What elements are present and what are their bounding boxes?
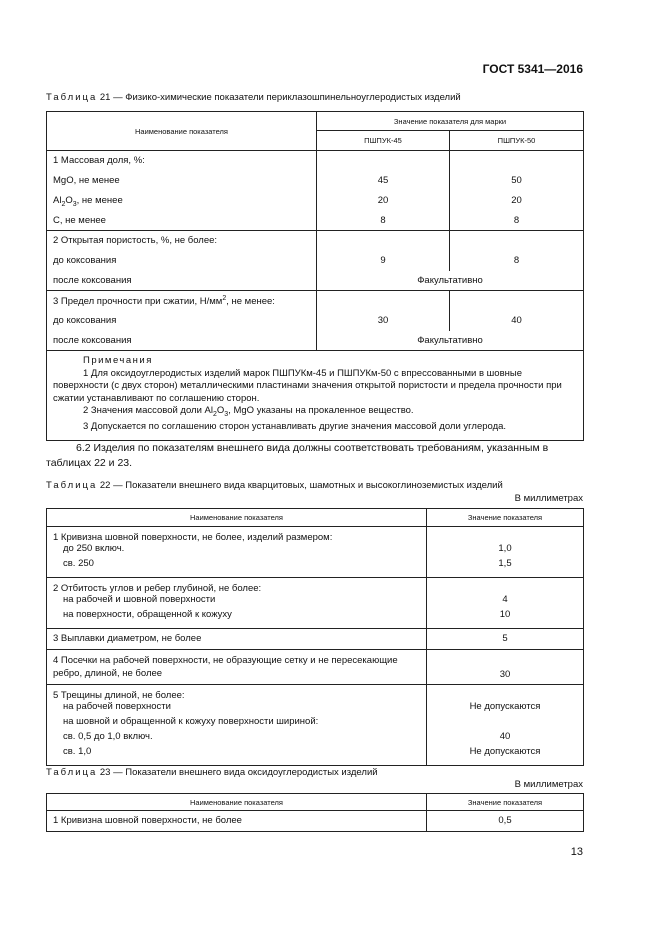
table-row: св. 250 [47,558,427,577]
table-21-col-50: ПШПУК-50 [450,131,584,151]
table-23: Наименование показателя Значение показателя 1 Кривизна шовной поверхности, не более 0,5 [46,793,584,832]
table-row: 4 Посечки на рабочей поверхности, не образующие сетку и не пересекающие ребро, длиной, не более [47,649,427,684]
table-row: 5 Трещины длиной, не более: [47,684,427,701]
table-21: Наименование показателя Значение показателя для марки ПШПУК-45 ПШПУК-50 1 Массовая доля, %: MgO, не менее 45 50 $Al_2O_3$, не менее 20 20 C, не менее 8 8 2 Открытая пористость, %, не более: до коксования 9 8 после коксования Факультативно 3 Предел прочности при сжатии, $Н/мм^2$, не менее: до коксования 30 40 после коксования Факультативно Примечания 1 Для оксидоуглеродистых изделий марок ПШПУКм-45 и ПШПУКм-50 с впрессованными в шовные поверхности (с двух сторон) металлическими пластинами значения открытой пористости и предела прочности при сжатии устанавливают по соглашению сторон. 2 Значения массовой доли $Al_2O_3$, MgO указаны на прокаленное вещество. 3 Допускается по соглашению сторон устанавливать другие значения массовой доли углерода. [46,111,584,441]
table-row: св. 1,0 [47,746,427,765]
table-row: 2 Отбитость углов и ребер глубиной, не более: [47,577,427,594]
table-row: $Al_2O_3$, не менее [47,191,317,211]
table-row: св. 0,5 до 1,0 включ. [47,731,427,746]
table-row: 2 Открытая пористость, %, не более: [47,231,317,251]
document-code: ГОСТ 5341—2016 [482,62,583,76]
table-23-head-name: Наименование показателя [47,794,427,811]
table-row: после коксования [47,331,317,351]
table-22-unit: В миллиметрах [514,493,583,504]
table-row: 3 Предел прочности при сжатии, $Н/мм^2$, не менее: [47,291,317,311]
table-23-unit: В миллиметрах [514,779,583,790]
table-row: 1 Кривизна шовной поверхности, не более, изделий размером: [47,527,427,544]
table-21-notes: Примечания 1 Для оксидоуглеродистых изделий марок ПШПУКм-45 и ПШПУКм-50 с впрессованными в шовные поверхности (с двух сторон) металлическими пластинами значения открытой пористости и предела прочности при сжатии устанавливают по соглашению сторон. 2 Значения массовой доли $Al_2O_3$, MgO указаны на прокаленное вещество. 3 Допускается по соглашению сторон устанавливать другие значения массовой доли углерода. [47,351,584,441]
table-row: до 250 включ. [47,543,427,558]
table-row: до коксования [47,311,317,331]
paragraph-6-2: 6.2 Изделия по показателям внешнего вида должны соответствовать требованиям, указанным в таблицах 22 и 23. [46,442,549,469]
table-row: 3 Выплавки диаметром, не более [47,628,427,649]
table-row: на поверхности, обращенной к кожуху [47,609,427,628]
table-row: на шовной и обращенной к кожуху поверхности шириной: [47,716,427,731]
table-row: на рабочей поверхности [47,701,427,716]
table-21-head-value: Значение показателя для марки [317,112,584,131]
table-row: на рабочей и шовной поверхности [47,594,427,609]
table-row: C, не менее [47,211,317,231]
table-23-head-value: Значение показателя [427,794,584,811]
table-row: после коксования [47,271,317,291]
table-21-head-name: Наименование показателя [47,112,317,151]
table-row: MgO, не менее [47,171,317,191]
table-row: 1 Массовая доля, %: [47,151,317,171]
table-22-caption: Таблица 22 — Показатели внешнего вида кварцитовых, шамотных и высокоглиноземистых изделий [46,480,503,491]
table-row: 1 Кривизна шовной поверхности, не более [47,811,427,832]
table-21-col-45: ПШПУК-45 [317,131,450,151]
table-22-head-name: Наименование показателя [47,509,427,527]
table-row: до коксования [47,251,317,271]
page-number: 13 [570,846,583,858]
table-22-head-value: Значение показателя [427,509,584,527]
table-21-caption: Таблица 21 — Физико-химические показатели периклазошпинельноуглеродистых изделий [46,92,461,103]
table-23-caption: Таблица 23 — Показатели внешнего вида оксидоуглеродистых изделий [46,767,378,778]
table-22: Наименование показателя Значение показателя 1 Кривизна шовной поверхности, не более, изделий размером: до 250 включ. 1,0 св. 250 1,5 2 Отбитость углов и ребер глубиной, не более: на рабочей и шовной поверхности 4 на поверхности, обращенной к кожуху 10 3 Выплавки диаметром, не более 5 4 Посечки на рабочей поверхности, не образующие сетку и не пересекающие ребро, длиной, не более 30 5 Трещины длиной, не более: на рабочей поверхности Не допускаются на шовной и обращенной к кожуху поверхности шириной: св. 0,5 до 1,0 включ. 40 св. 1,0 Не допускаются [46,508,584,766]
